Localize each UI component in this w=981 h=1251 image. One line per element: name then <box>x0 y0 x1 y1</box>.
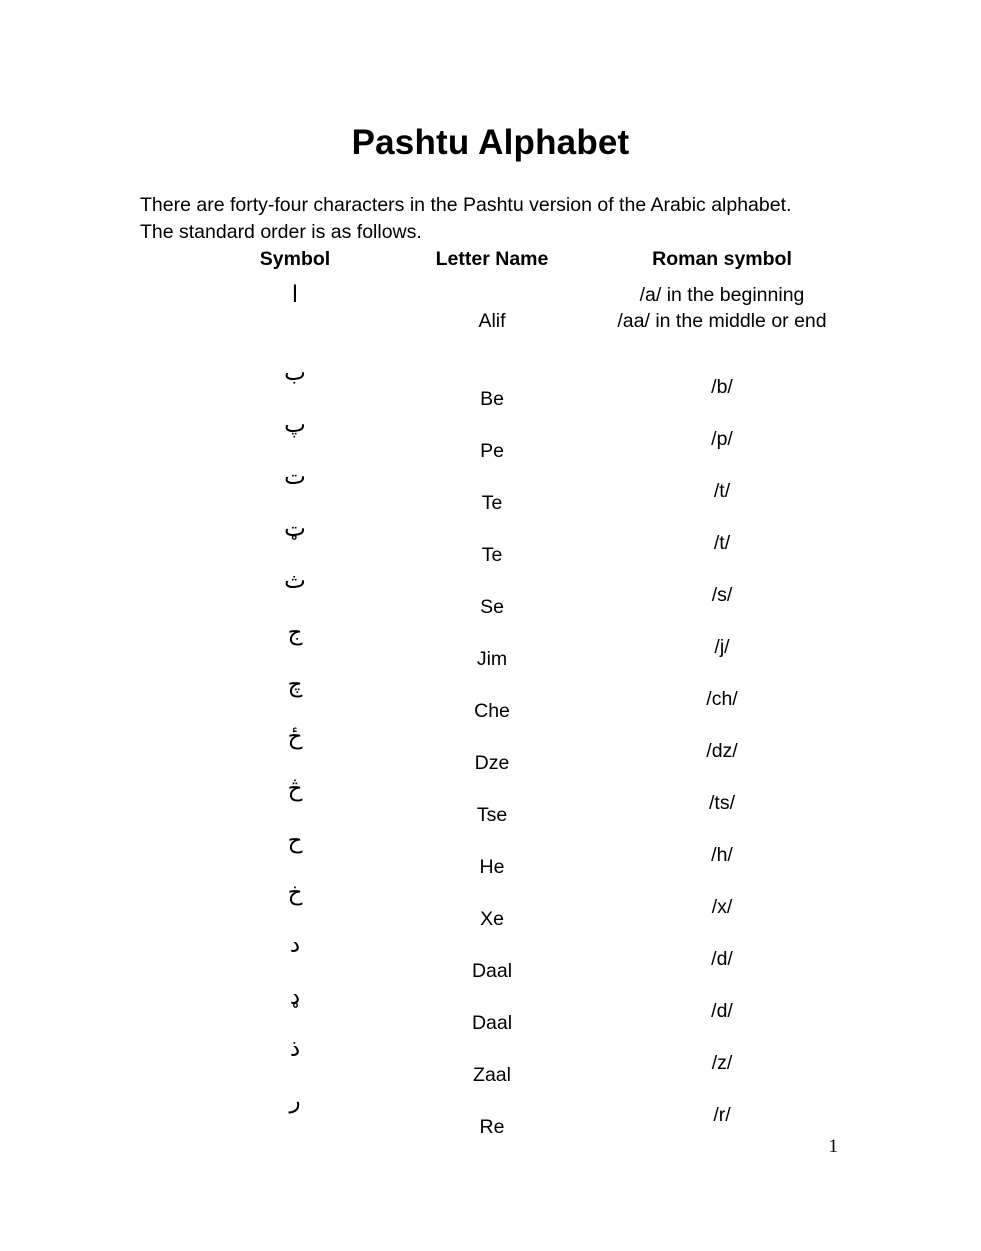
roman-symbol-line: /aa/ in the middle or end <box>617 310 827 332</box>
letter-symbol: څ <box>287 776 303 802</box>
table-row <box>140 1036 860 1088</box>
intro-paragraph: There are forty-four characters in the Pashtu version of the Arabic alphabet. The standard order is as follows. <box>140 193 792 243</box>
table-row <box>140 776 860 828</box>
table-body <box>140 282 860 1140</box>
roman-symbol: /h/ <box>711 844 733 866</box>
roman-symbol: /r/ <box>713 1104 731 1126</box>
table-row <box>140 932 860 984</box>
table-row <box>140 828 860 880</box>
table-row <box>140 516 860 568</box>
letter-symbol: ب <box>284 360 306 386</box>
letter-symbol: ځ <box>287 724 303 750</box>
letter-symbol: ث <box>284 568 306 594</box>
table-row <box>140 568 860 620</box>
roman-symbol: /p/ <box>711 428 733 450</box>
letter-symbol: ر <box>289 1088 301 1114</box>
roman-symbol: /t/ <box>713 532 731 554</box>
letter-name: Re <box>479 1116 505 1138</box>
letter-name: Daal <box>471 1012 513 1034</box>
roman-symbol <box>612 282 832 334</box>
letter-name: Se <box>480 596 504 618</box>
letter-name: Che <box>474 700 510 722</box>
table-row <box>140 282 860 360</box>
table-row <box>140 984 860 1036</box>
table-row <box>140 724 860 776</box>
letter-name: Tse <box>476 804 508 826</box>
table-row <box>140 360 860 412</box>
letter-name: Zaal <box>473 1064 511 1086</box>
letter-name: Te <box>481 544 503 566</box>
roman-symbol: /t/ <box>713 480 731 502</box>
letter-symbol: ج <box>287 620 303 646</box>
letter-symbol: ډ <box>289 984 301 1010</box>
letter-name: Daal <box>471 960 513 982</box>
letter-symbol: ذ <box>289 1036 301 1062</box>
table-row <box>140 672 860 724</box>
letter-name: Jim <box>476 648 508 670</box>
table-row <box>140 464 860 516</box>
letter-symbol: ح <box>287 828 303 854</box>
roman-symbol: /z/ <box>711 1052 733 1074</box>
roman-symbol: /d/ <box>711 948 733 970</box>
letter-name: Be <box>480 388 504 410</box>
letter-symbol: ټ <box>284 516 306 542</box>
roman-symbol: /ch/ <box>706 688 738 710</box>
letter-symbol: ا <box>291 282 299 308</box>
page-title: Pashtu Alphabet <box>351 123 630 163</box>
alphabet-table <box>140 248 860 1140</box>
column-header-letter-name: Letter Name <box>435 248 549 270</box>
letter-symbol: ت <box>284 464 306 490</box>
table-row <box>140 880 860 932</box>
table-row <box>140 1088 860 1140</box>
letter-name: Pe <box>480 440 504 462</box>
letter-name: Dze <box>474 752 510 774</box>
roman-symbol: /ts/ <box>708 792 735 814</box>
column-header-symbol: Symbol <box>259 248 331 270</box>
table-header-row <box>140 248 860 282</box>
letter-symbol: پ <box>284 412 306 438</box>
roman-symbol: /b/ <box>711 376 733 398</box>
letter-name: Alif <box>478 310 506 332</box>
roman-symbol-line: /a/ in the beginning <box>639 284 805 306</box>
letter-symbol: چ <box>287 672 303 698</box>
roman-symbol: /j/ <box>714 636 730 658</box>
roman-symbol: /dz/ <box>706 740 738 762</box>
column-header-roman-symbol: Roman symbol <box>652 248 792 270</box>
table-row <box>140 620 860 672</box>
letter-name: He <box>479 856 505 878</box>
roman-symbol: /d/ <box>711 1000 733 1022</box>
page-number: 1 <box>828 1136 838 1157</box>
letter-symbol: د <box>289 932 301 958</box>
letter-name: Te <box>481 492 503 514</box>
roman-symbol: /s/ <box>711 584 733 606</box>
letter-name: Xe <box>480 908 504 930</box>
table-row <box>140 412 860 464</box>
roman-symbol: /x/ <box>711 896 733 918</box>
letter-symbol: خ <box>287 880 303 906</box>
